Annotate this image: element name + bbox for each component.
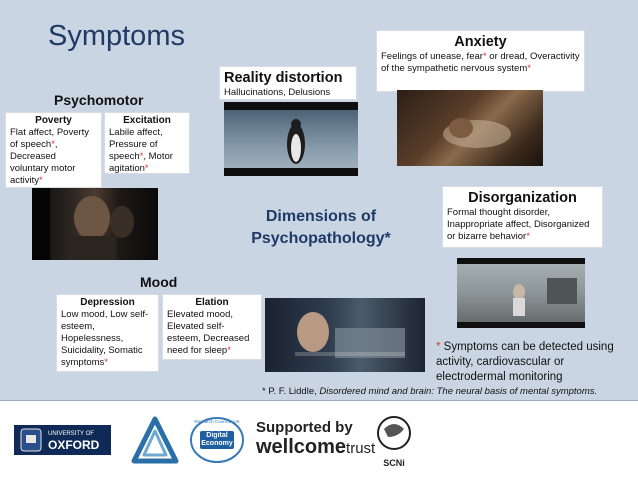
poverty-text: Flat affect, Poverty of speech*, Decreased voluntary motor activity* <box>10 127 90 186</box>
footer-logos <box>0 401 638 479</box>
anxiety-photo <box>397 90 543 166</box>
disorganization-box <box>442 186 603 248</box>
poverty-box <box>5 112 102 188</box>
anxiety-text: Feelings of unease, fear* or dread, Overactivity of the sympathetic nervous system* <box>381 51 580 74</box>
penguin-icon <box>224 102 358 176</box>
oxford-line1: UNIVERSITY OF <box>48 431 94 437</box>
slide-title: Symptoms <box>48 20 185 52</box>
reality-text: Hallucinations, Delusions <box>224 87 331 98</box>
depression-text: Low mood, Low self-esteem, Hopelessness, Suicidality, Somatic symptoms* <box>61 309 149 368</box>
man-in-bed-icon <box>265 298 425 372</box>
elation-title: Elation <box>195 297 229 308</box>
wellcome-name: wellcometrust <box>256 436 376 458</box>
excitation-box <box>104 112 190 174</box>
poverty-title: Poverty <box>35 115 72 126</box>
excitation-text: Labile affect, Pressure of speech*, Motor agitation* <box>109 127 173 174</box>
oxford-logo <box>14 425 111 455</box>
oxford-line2: OXFORD <box>48 438 100 452</box>
dimensions-title: Dimensions of Psychopathology* <box>251 208 391 247</box>
digital-economy-logo <box>188 415 246 465</box>
wellcome-logo <box>256 419 375 460</box>
psychomotor-photo <box>32 188 158 260</box>
elation-box <box>162 294 262 360</box>
person-on-floor-icon <box>457 258 585 328</box>
disorganization-photo <box>457 258 585 328</box>
reality-title: Reality distortion <box>224 70 343 86</box>
monitoring-note: * Symptoms can be detected using activity, cardiovascular or electrodermal monitoring <box>436 341 614 383</box>
anxiety-title: Anxiety <box>454 34 507 50</box>
depression-box <box>56 294 159 372</box>
reality-box <box>219 66 357 100</box>
reference: * P. F. Liddle, Disordered mind and brain: The neural basis of mental symptoms. <box>262 386 598 397</box>
elation-text: Elevated mood, Elevated self-esteem, Decreased need for sleep* <box>167 309 250 356</box>
wellcome-supported: Supported by <box>256 419 353 436</box>
oxford-crest-icon <box>18 427 44 453</box>
section-mood: Mood <box>140 274 178 290</box>
triangle-logo-icon <box>130 415 180 467</box>
digital-text: Digital Economy <box>201 432 233 447</box>
reality-photo <box>224 102 358 176</box>
depression-title: Depression <box>80 297 135 308</box>
scni-text: SCNi <box>383 458 405 468</box>
scni-brain-icon <box>372 413 422 453</box>
scni-logo <box>372 413 422 471</box>
anxiety-box <box>376 30 585 92</box>
disorganization-text: Formal thought disorder, Inappropriate affect, Disorganized or bizarre behavior* <box>447 207 590 242</box>
excitation-title: Excitation <box>123 115 171 126</box>
disorganization-title: Disorganization <box>468 190 577 206</box>
psychomotor-figure-icon <box>32 188 158 260</box>
digital-line1: Research Councils UK <box>194 419 240 424</box>
section-psychomotor: Psychomotor <box>54 92 144 108</box>
mood-photo <box>265 298 425 372</box>
sleeping-person-icon <box>397 90 543 166</box>
